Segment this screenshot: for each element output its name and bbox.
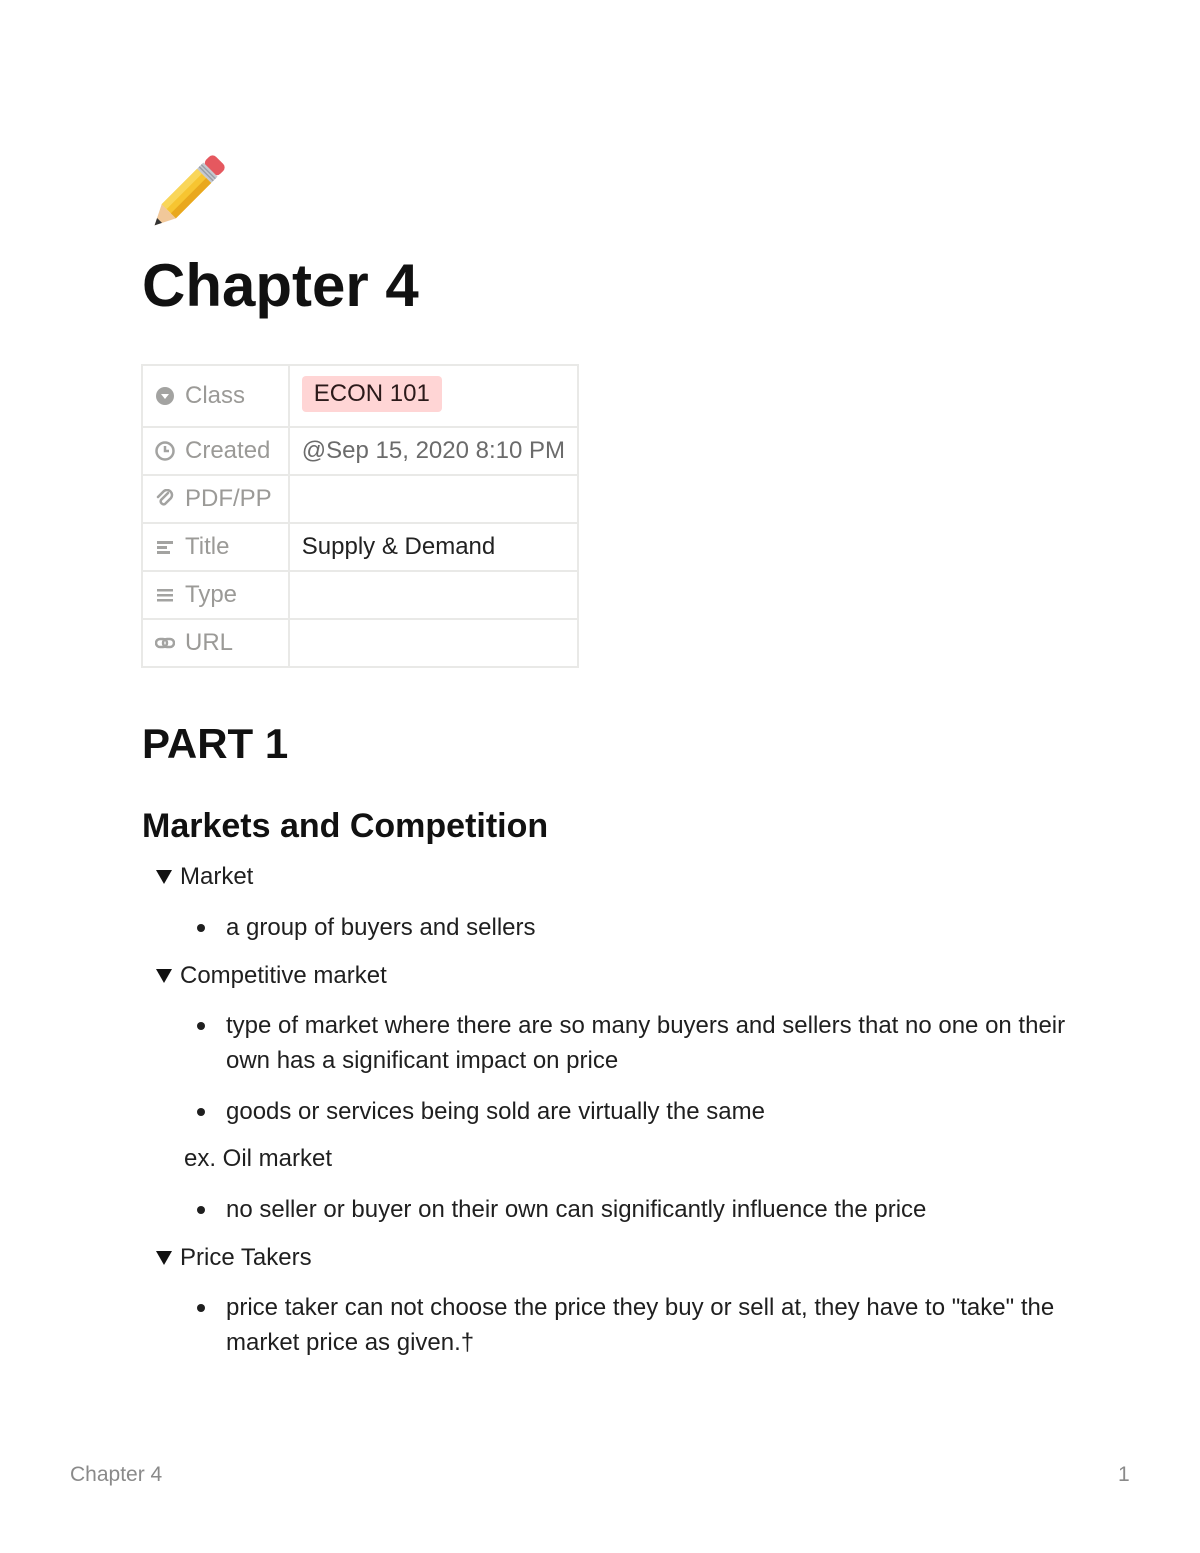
bullet-dot-icon [197,924,205,932]
list-item: goods or services being sold are virtually the same [226,1094,1086,1129]
footer-title: Chapter 4 [70,1463,163,1486]
property-key-created: Created [142,427,289,475]
toggle-market[interactable]: Market [156,862,253,892]
property-value-title[interactable]: Supply & Demand [289,523,578,571]
bullet-dot-icon [197,1206,205,1214]
property-key-type: Type [142,571,289,619]
toggle-competitive-market[interactable]: Competitive market [156,961,387,991]
list-item: type of market where there are so many buyers and sellers that no one on their own has a significant impact on price [226,1008,1086,1078]
link-icon [155,633,175,653]
property-value-class[interactable] [289,365,578,427]
paperclip-icon [155,489,175,509]
property-key-pdf: PDF/PP [142,475,289,523]
list-item: price taker can not choose the price they buy or sell at, they have to "take" the market price as given.† [226,1290,1086,1360]
properties-table [141,364,579,668]
select-icon [155,386,175,406]
heading-part-1: PART 1 [142,720,289,767]
bullet-dot-icon [197,1022,205,1030]
property-value-created: @Sep 15, 2020 8:10 PM [289,427,578,475]
page-title: Chapter 4 [142,252,419,319]
property-row-url[interactable] [142,619,578,667]
property-value-pdf[interactable] [289,475,578,523]
property-value-url[interactable] [289,619,578,667]
toggle-triangle-icon[interactable] [156,969,172,983]
property-row-class[interactable] [142,365,578,427]
property-row-created[interactable] [142,427,578,475]
multi-select-icon [155,585,175,605]
property-key-url: URL [142,619,289,667]
heading-markets-and-competition: Markets and Competition [142,807,549,845]
toggle-price-takers[interactable]: Price Takers [156,1243,312,1273]
property-key-class: Class [142,365,289,427]
bullet-dot-icon [197,1304,205,1312]
list-item: a group of buyers and sellers [226,910,1086,945]
clock-icon [155,441,175,461]
property-row-type[interactable] [142,571,578,619]
property-row-title[interactable] [142,523,578,571]
toggle-triangle-icon[interactable] [156,870,172,884]
list-item: no seller or buyer on their own can significantly influence the price [226,1192,1086,1227]
class-tag[interactable]: ECON 101 [302,376,442,412]
property-value-type[interactable] [289,571,578,619]
page-number: 1 [1118,1463,1130,1486]
property-key-title: Title [142,523,289,571]
bullet-dot-icon [197,1108,205,1116]
text-icon [155,537,175,557]
property-row-pdf[interactable] [142,475,578,523]
toggle-triangle-icon[interactable] [156,1251,172,1265]
pencil-icon [140,150,230,240]
example-text: ex. Oil market [184,1145,333,1172]
